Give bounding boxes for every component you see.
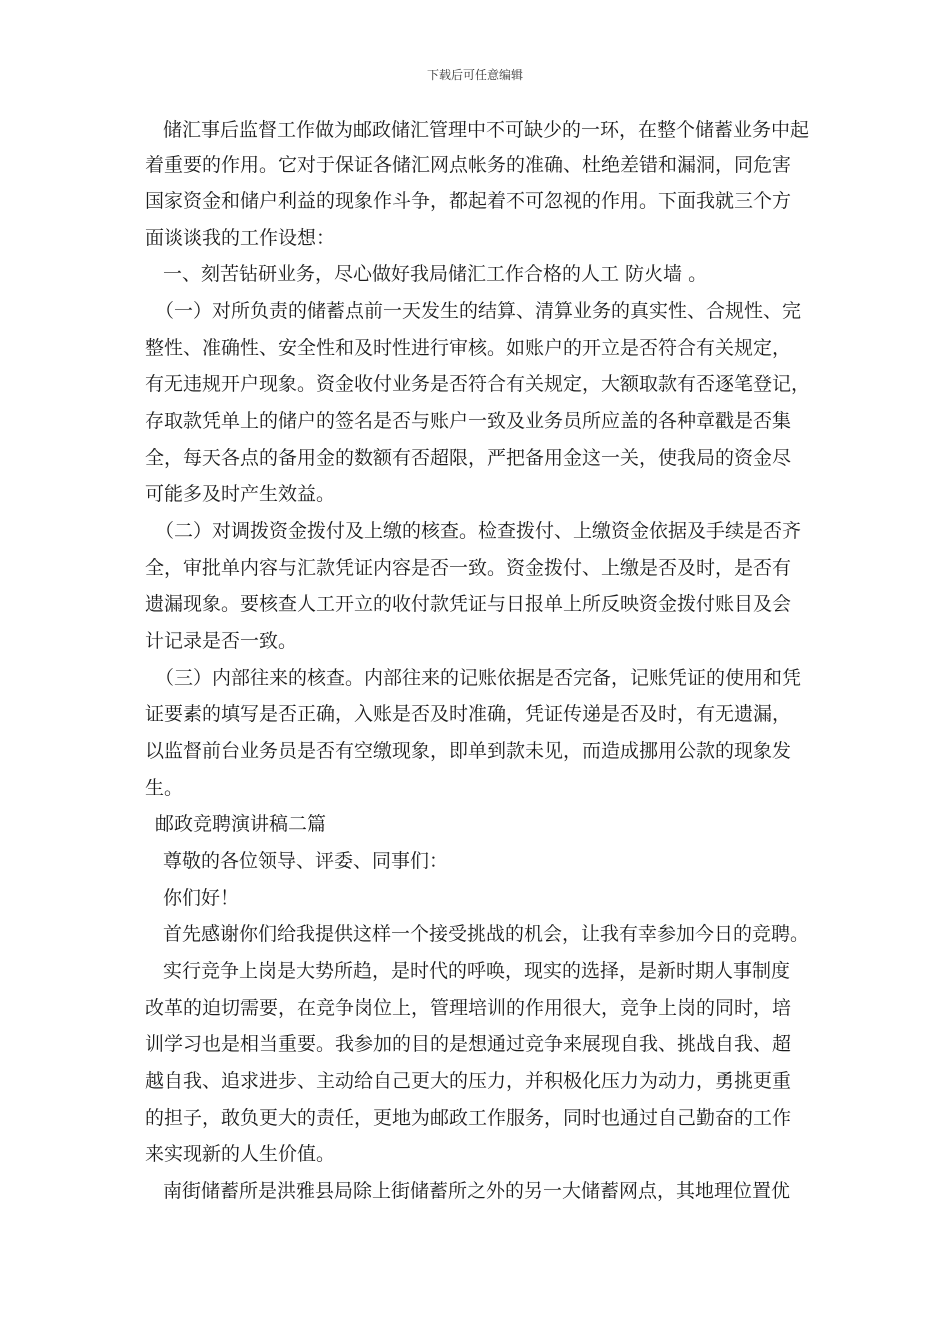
text-line: 着重要的作用。它对于保证各储汇网点帐务的准确、杜绝差错和漏洞，同危害 xyxy=(145,154,792,176)
text-line: （二）对调拨资金拨付及上缴的核查。检查拨付、上缴资金依据及手续是否齐 xyxy=(155,520,802,542)
text-line: 储汇事后监督工作做为邮政储汇管理中不可缺少的一环，在整个储蓄业务中起 xyxy=(163,119,810,141)
text-line: （三）内部往来的核查。内部往来的记账依据是否完备，记账凭证的使用和凭 xyxy=(155,667,802,689)
text-line: 越自我、追求进步、主动给自己更大的压力，并积极化压力为动力，勇挑更重 xyxy=(145,1070,792,1092)
text-line: 全，每天各点的备用金的数额有否超限，严把备用金这一关，使我局的资金尽 xyxy=(145,447,792,469)
text-line: 有无违规开户现象。资金收付业务是否符合有关规定，大额取款有否逐笔登记， xyxy=(145,373,811,395)
text-line: 改革的迫切需要，在竞争岗位上，管理培训的作用很大，竞争上岗的同时，培 xyxy=(145,997,792,1019)
text-line: 训学习也是相当重要。我参加的目的是想通过竞争来展现自我、挑战自我、超 xyxy=(145,1033,792,1055)
text-line: （一）对所负责的储蓄点前一天发生的结算、清算业务的真实性、合规性、完 xyxy=(155,300,802,322)
text-line: 尊敬的各位领导、评委、同事们： xyxy=(163,850,449,872)
text-line: 遗漏现象。要核查人工开立的收付款凭证与日报单上所反映资金拨付账目及会 xyxy=(145,593,792,615)
text-line: 计记录是否一致。 xyxy=(145,630,298,652)
text-line: 以监督前台业务员是否有空缴现象，即单到款未见，而造成挪用公款的现象发 xyxy=(145,740,792,762)
text-line: 生。 xyxy=(145,777,184,799)
text-line: 存取款凭单上的储户的签名是否与账户一致及业务员所应盖的各种章戳是否集 xyxy=(145,410,792,432)
text-line: 可能多及时产生效益。 xyxy=(145,483,336,505)
text-line: 首先感谢你们给我提供这样一个接受挑战的机会，让我有幸参加今日的竞聘。 xyxy=(163,923,810,945)
text-line: 一、刻苦钻研业务，尽心做好我局储汇工作合格的人工 防火墙 。 xyxy=(163,263,708,285)
text-line: 全，审批单内容与汇款凭证内容是否一致。资金拨付、上缴是否及时，是否有 xyxy=(145,557,792,579)
text-line: 整性、准确性、安全性和及时性进行审核。如账户的开立是否符合有关规定， xyxy=(145,337,792,359)
text-line: 的担子，敢负更大的责任，更地为邮政工作服务，同时也通过自己勤奋的工作 xyxy=(145,1107,792,1129)
text-line: 国家资金和储户利益的现象作斗争，都起着不可忽视的作用。下面我就三个方 xyxy=(145,190,792,212)
page-header: 下载后可任意编辑 xyxy=(426,68,523,82)
text-line: 面谈谈我的工作设想： xyxy=(145,227,336,249)
text-line: 实行竞争上岗是大势所趋，是时代的呼唤，现实的选择，是新时期人事制度 xyxy=(163,960,791,982)
text-line: 证要素的填写是否正确，入账是否及时准确，凭证传递是否及时，有无遗漏， xyxy=(145,703,792,725)
text-line: 你们好！ xyxy=(163,887,240,909)
text-line: 南街储蓄所是洪雅县局除上街储蓄所之外的另一大储蓄网点，其地理位置优 xyxy=(163,1180,791,1202)
text-line: 来实现新的人生价值。 xyxy=(145,1143,336,1165)
section-title: 邮政竞聘演讲稿二篇 xyxy=(155,813,327,835)
